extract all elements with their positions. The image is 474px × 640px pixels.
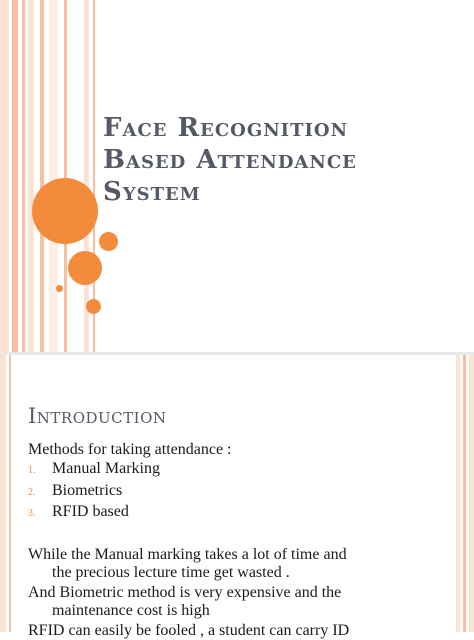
intro-text: Methods for taking attendance : bbox=[28, 441, 232, 458]
decorative-stripe bbox=[456, 355, 460, 632]
decorative-stripe bbox=[84, 0, 89, 352]
decorative-stripe bbox=[28, 0, 34, 352]
decorative-stripe bbox=[0, 355, 6, 632]
tiny-circle bbox=[56, 285, 63, 292]
section-heading: Introduction bbox=[28, 404, 167, 428]
decorative-stripe bbox=[469, 355, 474, 632]
decorative-stripe bbox=[463, 355, 466, 632]
decorative-stripe bbox=[0, 0, 9, 352]
large-circle bbox=[32, 178, 98, 244]
title-line-1: Face Recognition bbox=[103, 113, 349, 143]
decorative-stripe bbox=[64, 0, 67, 352]
decorative-stripe bbox=[9, 355, 11, 632]
decorative-stripe bbox=[12, 0, 18, 352]
paragraph-line: the precious lecture time get wasted . bbox=[52, 564, 290, 581]
list-item: Biometrics bbox=[52, 482, 123, 499]
small-circle bbox=[99, 232, 118, 251]
list-item: Manual Marking bbox=[52, 460, 160, 477]
paragraph-line: maintenance cost is high bbox=[52, 602, 210, 619]
title-line-2: Based Attendance bbox=[103, 145, 357, 175]
list-number: 2. bbox=[28, 487, 36, 498]
decorative-stripe bbox=[40, 0, 44, 352]
medium-circle bbox=[68, 251, 102, 285]
paragraph-line: RFID can easily be fooled , a student can carry ID bbox=[28, 622, 350, 639]
list-number: 3. bbox=[28, 508, 36, 519]
list-number: 1. bbox=[28, 465, 36, 476]
decorative-stripe bbox=[49, 0, 58, 352]
slide-title bbox=[103, 112, 463, 208]
title-line-3: System bbox=[103, 177, 201, 207]
paragraph-line: While the Manual marking takes a lot of time and bbox=[28, 546, 347, 563]
paragraph-line: And Biometric method is very expensive and the bbox=[28, 584, 342, 601]
small-circle bbox=[86, 299, 101, 314]
list-item: RFID based bbox=[52, 503, 129, 520]
decorative-stripe bbox=[22, 0, 25, 352]
